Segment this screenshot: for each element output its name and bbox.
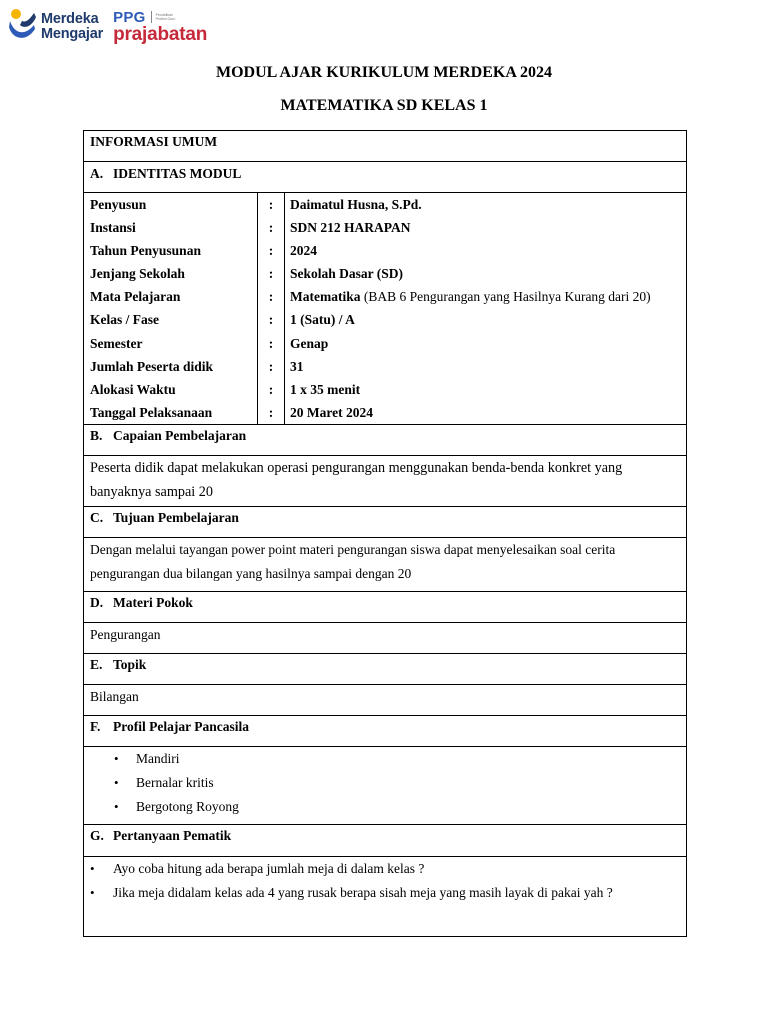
- identity-separator: :: [268, 197, 274, 212]
- logo-mengajar-text: Mengajar: [41, 26, 104, 42]
- identity-value: [285, 378, 686, 401]
- identitas-modul-row: [84, 161, 686, 192]
- identity-value-extra: (BAB 6 Pengurangan yang Hasilnya Kurang dari 20): [360, 289, 651, 305]
- tujuan-text-line: Dengan melalui tayangan power point materi pengurangan siswa dapat menyelesaikan soal cerita: [90, 542, 616, 557]
- identitas-modul-heading: [84, 162, 686, 186]
- identity-label: Kelas / Fase: [90, 312, 159, 328]
- list-item: • Bernalar kritis: [114, 775, 214, 790]
- identity-separator-column: [258, 193, 285, 424]
- identity-separator: :: [268, 243, 274, 259]
- list-item: • Bergotong Royong: [114, 799, 239, 814]
- merdeka-mengajar-emblem-icon: [8, 7, 38, 47]
- pertanyaan-list: [84, 857, 686, 905]
- identity-value: [285, 262, 686, 285]
- materi-heading: [84, 592, 686, 614]
- tujuan-text-line: pengurangan dua bilangan yang hasilnya sampai dengan 20: [90, 566, 412, 581]
- tujuan-text: [84, 538, 686, 586]
- materi-text: Pengurangan: [90, 627, 161, 642]
- section-title: Tujuan Pembelajaran: [113, 510, 239, 525]
- tujuan-body-row: [84, 537, 686, 591]
- section-letter: B.: [90, 428, 103, 443]
- capaian-text-line: banyaknya sampai 20: [90, 484, 213, 500]
- identity-separator: :: [268, 289, 274, 305]
- identity-label: Jenjang Sekolah: [90, 266, 185, 282]
- identity-label: Tanggal Pelaksanaan: [90, 404, 213, 420]
- identity-label: Alokasi Waktu: [90, 381, 176, 397]
- profil-body-row: [84, 746, 686, 824]
- topik-heading-row: [84, 653, 686, 684]
- document-subtitle: MATEMATIKA SD KELAS 1: [280, 97, 488, 114]
- ppg-prajabatan-logo: [113, 10, 207, 45]
- section-letter: C.: [90, 510, 104, 525]
- document-title: MODUL AJAR KURIKULUM MERDEKA 2024: [215, 64, 552, 81]
- identity-value: [285, 216, 686, 239]
- logo-divider: [151, 11, 152, 23]
- pertanyaan-heading: [84, 825, 686, 847]
- identity-separator: :: [268, 335, 274, 351]
- identity-separator: :: [268, 220, 274, 236]
- ppg-subtitle-text: Pendidikan Profesi Guru: [155, 13, 176, 21]
- section-title: IDENTITAS MODUL: [113, 166, 242, 181]
- identity-label: Penyusun: [90, 197, 147, 212]
- identity-value-main: 2024: [290, 243, 317, 259]
- identity-value: [285, 193, 686, 216]
- prajabatan-text: prajabatan: [113, 23, 208, 45]
- identity-value-main: 1 x 35 menit: [290, 381, 361, 397]
- identity-value: [285, 401, 686, 424]
- identity-value: [285, 355, 686, 378]
- list-item: • Ayo coba hitung ada berapa jumlah meja di dalam kelas ?: [90, 861, 425, 876]
- identity-label: Instansi: [90, 220, 136, 236]
- tujuan-heading: [84, 507, 686, 529]
- capaian-text: [84, 456, 686, 504]
- header-logos: [8, 5, 207, 49]
- identity-value-main: Sekolah Dasar (SD): [290, 266, 404, 282]
- identity-value-main: 31: [290, 358, 304, 374]
- identity-value-main: 1 (Satu) / A: [290, 312, 355, 328]
- identity-value-main: 20 Maret 2024: [290, 404, 373, 420]
- section-letter: E.: [90, 657, 103, 672]
- profil-heading-row: [84, 715, 686, 746]
- capaian-heading: [84, 425, 686, 447]
- section-title: Topik: [113, 657, 147, 672]
- section-letter: F.: [90, 719, 101, 734]
- topik-heading: [84, 654, 686, 676]
- list-item: • Jika meja didalam kelas ada 4 yang rusak berapa sisah meja yang masih layak di pakai yah ?: [90, 885, 613, 900]
- identity-grid: [84, 192, 686, 424]
- identity-value: [285, 308, 686, 331]
- informasi-umum-heading: INFORMASI UMUM: [90, 134, 218, 149]
- section-title: Pertanyaan Pematik: [113, 828, 232, 843]
- identity-value-main: SDN 212 HARAPAN: [290, 220, 411, 236]
- merdeka-mengajar-logo: [8, 7, 103, 47]
- pertanyaan-body-row: [84, 856, 686, 936]
- identity-value: [285, 239, 686, 262]
- identity-label: Tahun Penyusunan: [90, 243, 201, 259]
- section-title: Capaian Pembelajaran: [113, 428, 247, 443]
- informasi-umum-row: [84, 131, 686, 161]
- identity-value-main: Matematika: [290, 289, 361, 305]
- list-item: • Mandiri: [114, 751, 180, 766]
- section-title: Materi Pokok: [113, 595, 193, 610]
- identity-label: Mata Pelajaran: [90, 289, 181, 305]
- section-letter: A.: [90, 166, 104, 181]
- profil-list: [84, 747, 686, 819]
- capaian-text-line: Peserta didik dapat melakukan operasi pengurangan menggunakan benda-benda konkret yang: [90, 460, 623, 476]
- tujuan-heading-row: [84, 506, 686, 537]
- identity-label: Jumlah Peserta didik: [90, 358, 214, 374]
- section-title: Profil Pelajar Pancasila: [113, 719, 249, 734]
- profil-heading: [84, 716, 686, 738]
- topik-body-row: [84, 684, 686, 715]
- identity-label-column: [84, 193, 258, 424]
- materi-body-row: [84, 622, 686, 653]
- module-table: [83, 130, 687, 937]
- capaian-body-row: [84, 455, 686, 506]
- identity-value-column: [285, 193, 686, 424]
- section-letter: D.: [90, 595, 104, 610]
- identity-separator: :: [268, 266, 274, 282]
- logo-merdeka-text: Merdeka: [41, 11, 99, 27]
- identity-separator: :: [268, 358, 274, 374]
- pertanyaan-heading-row: [84, 824, 686, 856]
- identity-value: [285, 285, 686, 308]
- capaian-heading-row: [84, 424, 686, 455]
- identity-separator: :: [268, 404, 274, 420]
- identity-separator: :: [268, 381, 274, 397]
- identity-label: Semester: [90, 335, 143, 351]
- identity-value-main: Genap: [290, 335, 329, 351]
- ppg-text: PPG: [113, 8, 146, 26]
- identity-value-main: Daimatul Husna, S.Pd.: [290, 197, 422, 212]
- section-letter: G.: [90, 828, 104, 843]
- identity-separator: :: [268, 312, 274, 328]
- identity-value: [285, 332, 686, 355]
- topik-text: Bilangan: [90, 689, 139, 704]
- materi-heading-row: [84, 591, 686, 622]
